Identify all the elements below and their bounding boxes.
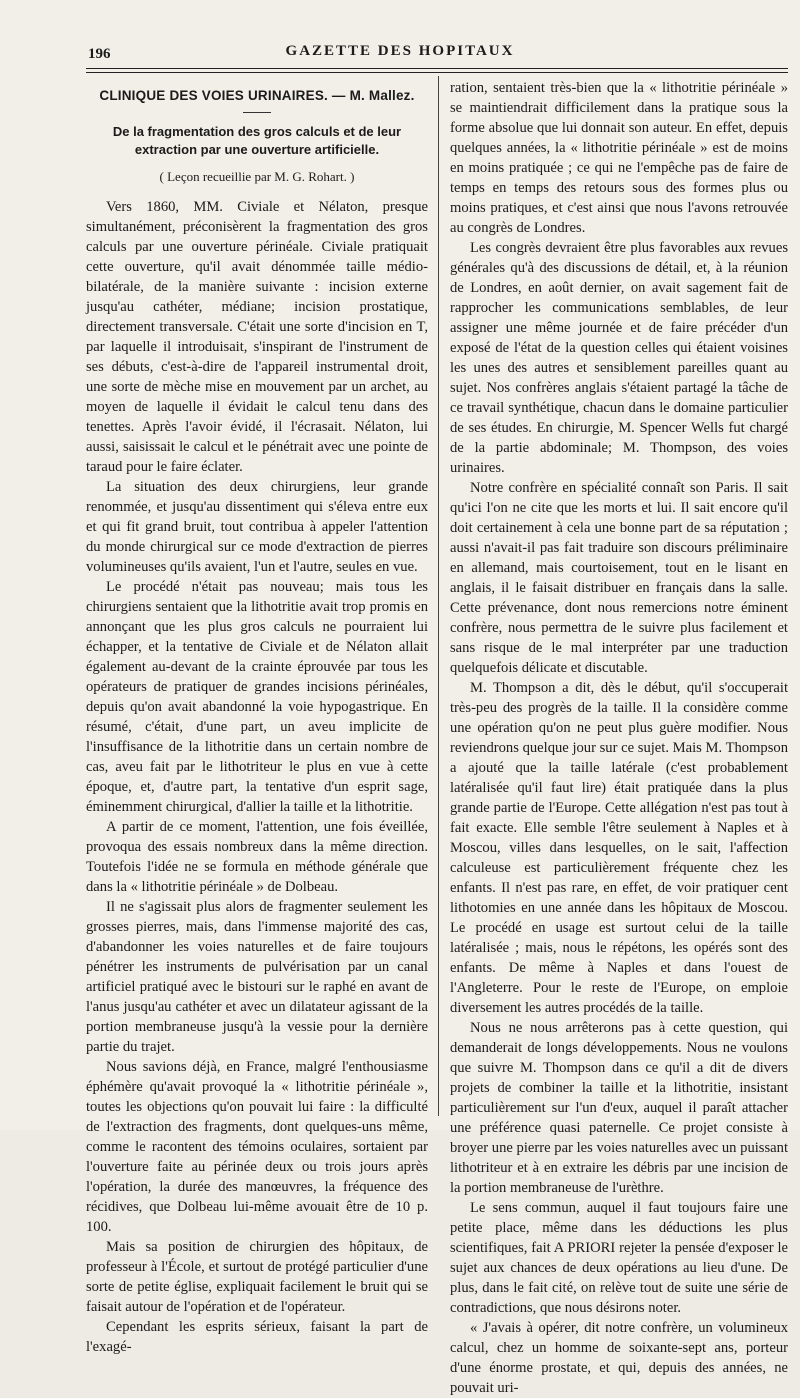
short-rule	[243, 112, 271, 113]
page-number: 196	[88, 46, 111, 62]
paragraph: Le sens commun, auquel il faut toujours faire une petite place, même dans les déductions les plus scientifiques, fait A PRIORI rejeter la pensée d'exposer le sujet aux chances de deux opérations au lieu d'une. De plus, dans le fait cité, on relève tout de suite une série de contradictions, que nous désirons noter.	[450, 1200, 788, 1316]
paragraph: A partir de ce moment, l'attention, une fois éveillée, provoqua des essais nombreux dans la même direction. Toutefois l'idée ne se formula en méthode générale que dans la « lithotritie périnéale » de Dolbeau.	[86, 819, 428, 895]
header-rule	[86, 68, 788, 69]
paragraph: Le procédé n'était pas nouveau; mais tous les chirurgiens sentaient que la lithotritie avait trop promis en annonçant que les plus gros calculs ne pourraient lui échapper, et la tentative de Civiale et de Nélaton allait également au-devant de la crainte éprouvée par tous les opérateurs de pratiquer de grandes incisions périnéales, depuis qu'on avait abandonné la voie hypogastrique. En résumé, c'était, d'une part, un aveu implicite de l'insuffisance de la lithotritie dans un certain nombre de cas, aveu fait par le lithotriteur le plus en vue à cette époque, et, d'autre part, la tentative d'un esprit sage, éminemment chirurgical, d'allier la taille et la lithotritie.	[86, 579, 428, 815]
paragraph-continued: ration, sentaient très-bien que la « lithotritie périnéale » se maintiendrait difficilement dans la pratique sous la forme absolue que lui donnait son auteur. En effet, depuis quelques années, la « lithotritie périnéale » est de moins en moins pratiquée ; ce qui ne l'empêche pas de faire de temps en temps des retours sous des formes plus ou moins pratiques, et c'est ainsi que nous l'avons retrouvée au congrès de Londres.	[450, 80, 788, 236]
article-title: De la fragmentation des gros calculs et de leur extraction par une ouverture artificielle.	[112, 124, 402, 157]
paragraph: Les congrès devraient être plus favorables aux revues générales qu'à des discussions de détail, et, à la réunion de Londres, en août dernier, on avait sagement fait de rapprocher les communications semblables, de leur assigner une même journée et de faire précéder d'un exposé de l'état de la question celles qui étaient voisines les unes des autres et sensiblement pareilles quant au sujet. Nos confrères anglais s'étaient partagé la tâche de ce travail synthétique, chacun dans le domaine particulier de ses études. En chirurgie, M. Spencer Wells fut chargé de la partie abdominale; M. Thompson, des voies urinaires.	[450, 240, 788, 476]
article-credit: ( Leçon recueillie par M. G. Rohart. )	[159, 169, 355, 184]
paragraph: M. Thompson a dit, dès le début, qu'il s'occuperait très-peu des progrès de la taille. Il la considère comme une opération qu'on ne peut plus guère modifier. Nous reviendrons quelque jour sur ce sujet. Mais M. Thompson a ajouté que la taille latérale (c'est probablement latéralisée qu'il faut lire) était pratiquée dans la plus grande partie de l'Europe. Cette allégation n'est pas tout à fait exacte. Elle semble l'être seulement à Naples et à Moscou, villes dans lesquelles, on le sait, l'affection calculeuse est particulièrement fréquente chez les enfants. Il n'est pas rare, en effet, de voir pratiquer cent lithotomies en une année dans les hôpitaux de Moscou. Le procédé en usage est surtout celui de la taille latéralisée ; mais, nous le répétons, les opérés sont des enfants. De même à Naples et dans l'ouest de l'Angleterre. Pour le reste de l'Europe, on emploie diversement les autres procédés de la taille.	[450, 680, 788, 1016]
paragraph: Notre confrère en spécialité connaît son Paris. Il sait qu'ici l'on ne cite que les morts et lui. Il sait encore qu'il doit certainement à cela une bonne part de sa réputation ; aussi n'avait-il pas fait traduire son discours préliminaire en allemand, mais courtoisement, tout en le lisant en anglais, il le faisait distribuer en français dans la salle. Cette prévenance, dont nous remercions notre éminent confrère, nous permettra de le suivre plus facilement et sans risque de le mal interpréter par une traduction quelquefois délicate et discutable.	[450, 480, 788, 676]
paragraph: « J'avais à opérer, dit notre confrère, un volumineux calcul, chez un homme de soixante-sept ans, porteur d'une énorme prostate, et qui, depuis des années, ne pouvait uri-	[450, 1320, 788, 1396]
column-divider	[438, 76, 439, 1116]
paragraph: La situation des deux chirurgiens, leur grande renommée, et jusqu'au dissentiment qui s'éleva entre eux et qui fit grand bruit, tout contribua à appeler l'attention du monde chirurgical sur ce mode d'extraction de pierres volumineuses qu'ils avaient, l'un et l'autre, seules en vue.	[86, 479, 428, 575]
paragraph: Nous savions déjà, en France, malgré l'enthousiasme éphémère qu'avait provoqué la « lithotritie périnéale », toutes les objections qu'on pouvait lui faire : la difficulté de l'extraction des fragments, dont quelques-uns même, comme le racontent des témoins oculaires, sortaient par l'ouverture faite au périnée deux ou trois jours après l'opération, la durée des manœuvres, la fréquence des récidives, que Dolbeau lui-même avouait être de 10 p. 100.	[86, 1059, 428, 1235]
paragraph: Vers 1860, MM. Civiale et Nélaton, presque simultanément, préconisèrent la fragmentation des gros calculs par une ouverture périnéale. Civiale pratiquait cette ouverture, qu'il avait dénommée taille médio-bilatérale, de la manière suivante : incision externe jusqu'au cathéter, médiane; incision prostatique, directement transversale. C'était une sorte d'incision en T, par laquelle il introduisait, s'inspirant de l'instrument de ses débuts, c'est-à-dire de l'appareil instrumental droit, une sorte de mèche mise en mouvement par un archet, au moyen de laquelle il évidait le calcul tenu dans des tenettes. Après l'avoir évidé, il l'écrasait. Nélaton, lui aussi, saisissait le calcul et le pénétrait avec une pointe de taraud pour le faire éclater.	[86, 199, 428, 475]
section-heading: CLINIQUE DES VOIES URINAIRES. — M. Mallez.	[99, 88, 415, 103]
paragraph: Il ne s'agissait plus alors de fragmenter seulement les grosses pierres, mais, dans l'immense majorité des cas, d'abandonner les voies naturelles et de faire toujours pénétrer les instruments de pulvérisation par un canal artificiel pratiqué avec le bistouri sur le raphé en avant de l'anus jusqu'au cathéter et avec un dilatateur agissant de la portion membraneuse jusqu'à la vessie pour la dernière partie du trajet.	[86, 899, 428, 1055]
left-column	[86, 80, 428, 1357]
running-title: GAZETTE DES HOPITAUX	[285, 43, 515, 59]
paragraph: Mais sa position de chirurgien des hôpitaux, de professeur à l'École, et surtout de protégé particulier d'une sorte de petite église, expliquait facilement le bruit qui se faisait autour de l'opération et de l'opérateur.	[86, 1239, 428, 1315]
right-column	[450, 78, 788, 1398]
header-rule-double	[86, 72, 788, 73]
paragraph: Nous ne nous arrêterons pas à cette question, qui demanderait de longs développements. Nous ne voulons que suivre M. Thompson dans ce qu'il a dit de divers projets de combiner la taille et la lithotritie, insistant particulièrement sur l'un d'eux, auquel il paraît attacher une préférence quasi paternelle. Ce projet consiste à broyer une pierre par les voies naturelles avec un puissant lithotriteur et à en extraire les débris par une incision de la portion membraneuse de l'urèthre.	[450, 1020, 788, 1196]
paragraph: Cependant les esprits sérieux, faisant la part de l'exagé-	[86, 1319, 428, 1355]
